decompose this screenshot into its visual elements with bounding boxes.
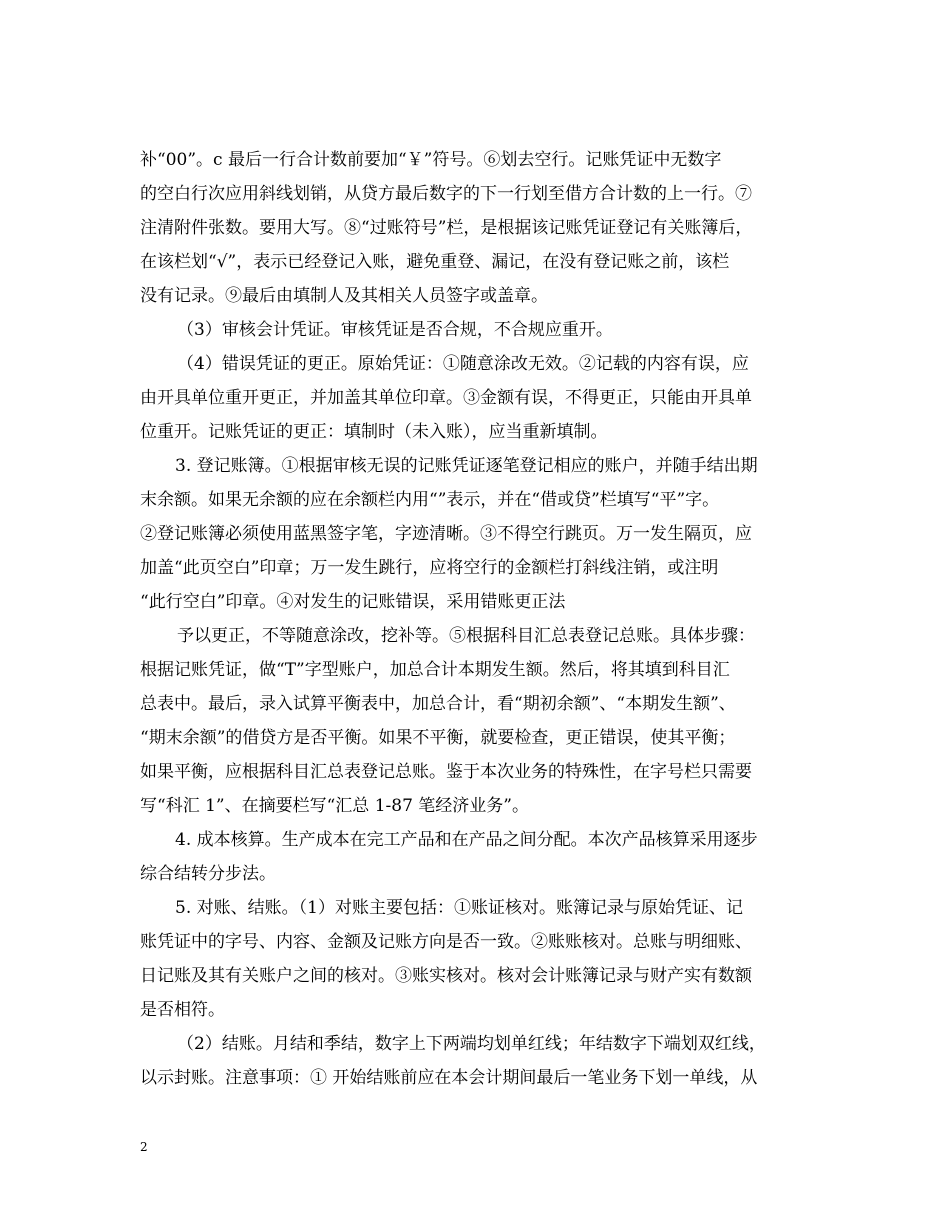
text-line: 综合结转分步法。 [140, 864, 276, 884]
text-line: 末余额。如果无余额的应在余额栏内用“”表示，并在“借或贷”栏填写“平”字。 [140, 490, 720, 510]
text-line: 以示封账。注意事项：① 开始结账前应在本会计期间最后一笔业务下划一单线，从 [140, 1068, 758, 1088]
page-number: 2 [140, 1140, 148, 1154]
text-line: 没有记录。⑨最后由填制人及其相关人员签字或盖章。 [140, 286, 548, 306]
text-line: （4）错误凭证的更正。原始凭证：①随意涂改无效。②记载的内容有误，应 [177, 354, 749, 374]
text-line: 注清附件张数。要用大写。⑧“过账符号”栏，是根据该记账凭证登记有关账簿后， [140, 218, 753, 238]
text-line: 日记账及其有关账户之间的核对。③账实核对。核对会计账簿记录与财产实有数额 [140, 966, 752, 986]
text-line: “此行空白”印章。④对发生的记账错误，采用错账更正法 [140, 592, 566, 612]
text-line: ②登记账簿必须使用蓝黑签字笔，字迹清晰。③不得空行跳页。万一发生隔页，应 [140, 524, 752, 544]
text-line: 的空白行次应用斜线划销，从贷方最后数字的下一行划至借方合计数的上一行。⑦ [140, 184, 752, 204]
text-line: 3. 登记账簿。①根据审核无误的记账凭证逐笔登记相应的账户，并随手结出期 [175, 456, 758, 476]
text-line: （3）审核会计凭证。审核凭证是否合规，不合规应重开。 [177, 320, 613, 340]
text-line: 4. 成本核算。生产成本在完工产品和在产品之间分配。本次产品核算采用逐步 [175, 830, 758, 850]
text-line: 写“科汇 1”、在摘要栏写“汇总 1-87 笔经济业务”。 [140, 796, 529, 816]
text-line: 在该栏划“√”，表示已经登记入账，避免重登、漏记，在没有登记账之前，该栏 [140, 252, 730, 272]
text-line: 予以更正，不等随意涂改，挖补等。⑤根据科目汇总表登记总账。具体步骤： [177, 626, 755, 646]
text-line: 总表中。最后，录入试算平衡表中，加总合计，看“期初余额”、“本期发生额”、 [140, 694, 736, 714]
text-line: 补“00”。c 最后一行合计数前要加“￥”符号。⑥划去空行。记账凭证中无数字 [140, 150, 722, 170]
text-line: 账凭证中的字号、内容、金额及记账方向是否一致。②账账核对。总账与明细账、 [140, 932, 752, 952]
text-line: 位重开。记账凭证的更正：填制时（未入账），应当重新填制。 [140, 422, 608, 442]
text-line: （2）结账。月结和季结，数字上下两端均划单红线；年结数字下端划双红线， [177, 1034, 766, 1054]
text-line: 如果平衡，应根据科目汇总表登记总账。鉴于本次业务的特殊性，在字号栏只需要 [140, 762, 752, 782]
text-line: 由开具单位重开更正，并加盖其单位印章。③金额有误，不得更正，只能由开具单 [140, 388, 752, 408]
text-line: 根据记账凭证，做“T”字型账户，加总合计本期发生额。然后，将其填到科目汇 [140, 660, 730, 680]
text-line: 5. 对账、结账。（1）对账主要包括：①账证核对。账簿记录与原始凭证、记 [175, 898, 743, 918]
text-line: 是否相符。 [140, 1000, 225, 1020]
text-line: 加盖“此页空白”印章；万一发生跳行，应将空行的金额栏打斜线注销，或注明 [140, 558, 719, 578]
text-line: “期末余额”的借贷方是否平衡。如果不平衡，就要检查，更正错误，使其平衡； [140, 728, 736, 748]
